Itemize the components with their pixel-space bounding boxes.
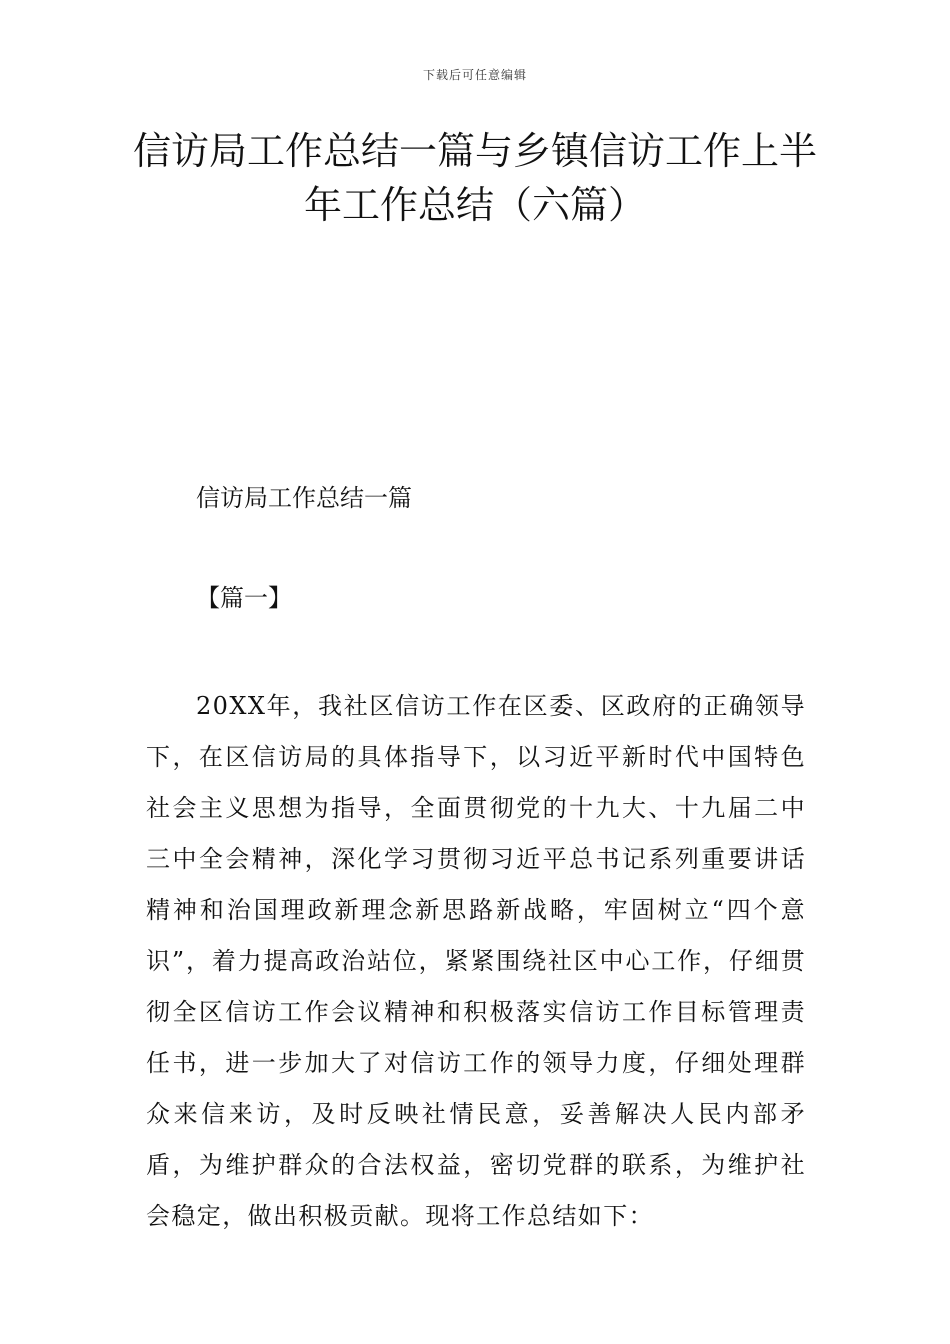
- body-paragraph: 20XX年，我社区信访工作在区委、区政府的正确领导下，在区信访局的具体指导下，以习近平新时代中国特色社会主义思想为指导，全面贯彻党的十九大、十九届二中三中全会精神，深化学习贯彻习近平总书记系列重要讲话精神和治国理政新理念新思路新战略，牢固树立“四个意识”，着力提高政治站位，紧紧围绕社区中心工作，仔细贯彻全区信访工作会议精神和积极落实信访工作目标管理责任书，进一步加大了对信访工作的领导力度，仔细处理群众来信来访，及时反映社情民意，妥善解决人民内部矛盾，为维护群众的合法权益，密切党群的联系，为维护社会稳定，做出积极贡献。现将工作总结如下：: [146, 692, 806, 1230]
- section-title: 信访局工作总结一篇: [196, 484, 412, 512]
- header-note: 下载后可任意编辑: [422, 68, 527, 82]
- part-label: 【篇一】: [196, 584, 292, 612]
- document-title: 信访局工作总结一篇与乡镇信访工作上半年工作总结（六篇）: [132, 129, 817, 227]
